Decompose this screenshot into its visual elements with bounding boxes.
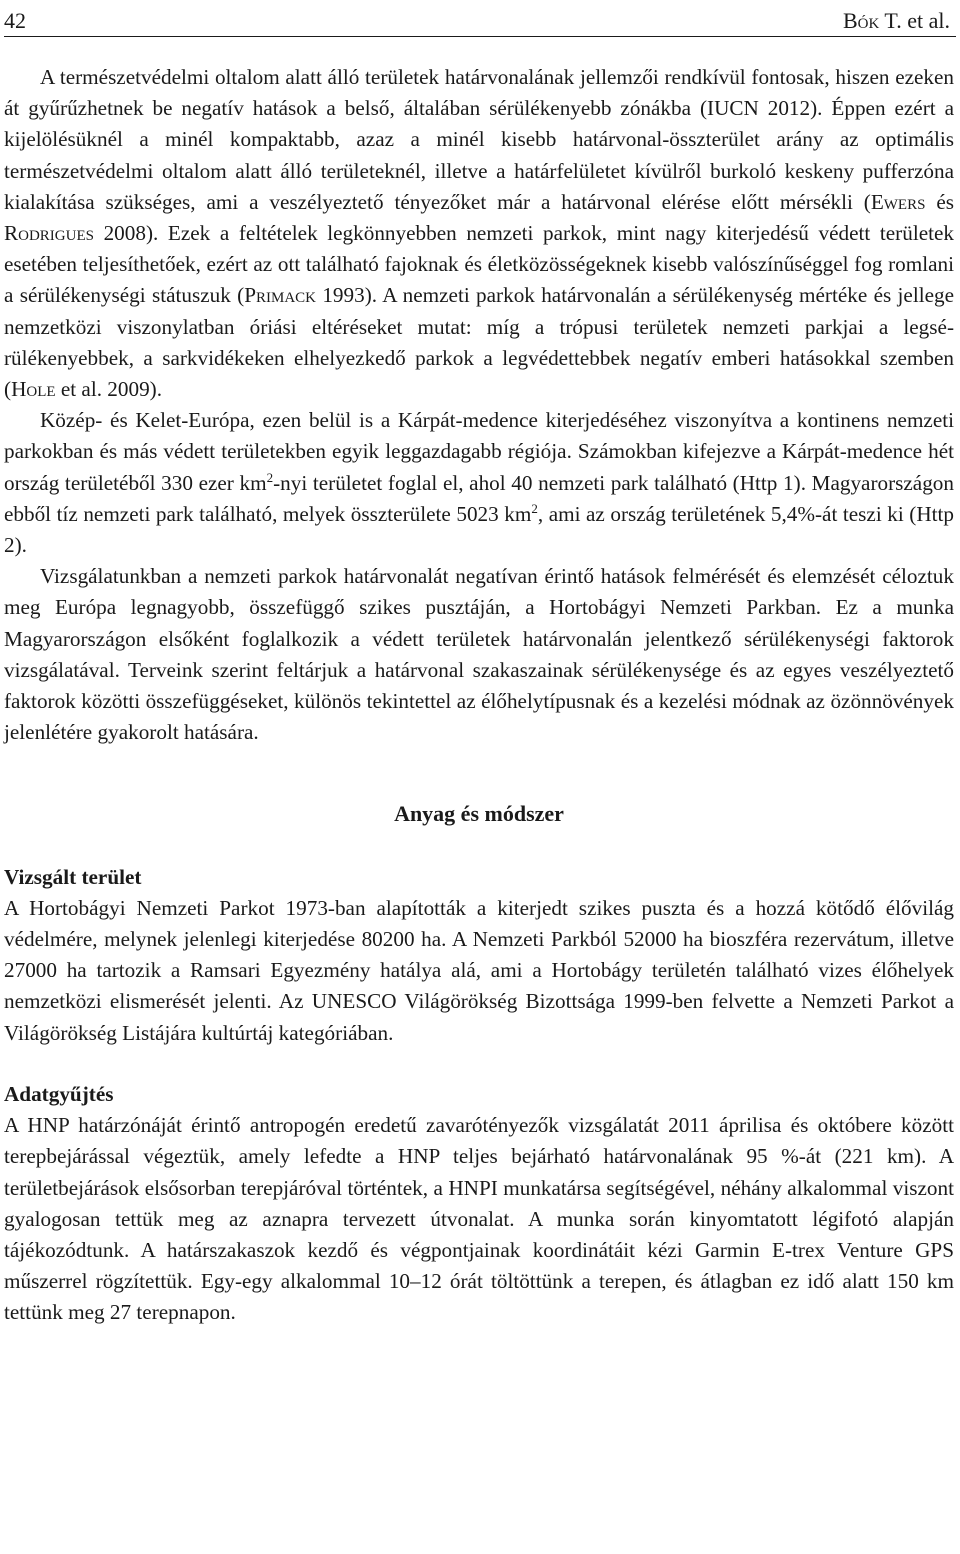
text-run: és — [925, 189, 954, 214]
superscript: 2 — [266, 469, 274, 485]
spacer — [4, 1049, 954, 1079]
text-run: et al. 2009). — [55, 377, 163, 402]
citation-author: Rodrigues — [4, 221, 94, 246]
running-head-author: Bók — [842, 8, 880, 33]
running-head — [843, 8, 950, 34]
data-collection-paragraph: A HNP határzónáját érintő antropogén eredetű zavarótényezők vizsgálatát 2011 áprilisa és októbere között terepbejárással végeztük, amely lefedte a HNP teljes bejárható határvonalának 95 %-át (221 km). A területbejárások elsősorban terepjáróval történtek, a HNPI munkatársa segítségével, néhány alkalommal viszont gyalogosan tettük meg az aznapra tervezett útvonalat. A munka során kinyomtatott légifotó alapján tájékozódtunk. A határszakaszok kezdő és végpontjainak koordinátáit kézi Garmin E-trex Venture GPS műszerrel rögzítettük. Egy-egy alkalommal 10–12 órát töltöttünk a terepen, és átlagban ez idő alatt 150 km tettünk meg 27 terepnapon. — [4, 1113, 954, 1325]
page-body — [4, 62, 954, 1329]
subsection-heading-data-collection: Adatgyűjtés — [4, 1081, 114, 1106]
text-run: , ami az ország területének 5,4%-át teszi ki (Http 2). — [4, 501, 954, 558]
intro-paragraph-1 — [4, 62, 954, 405]
running-head-rest: T. et al. — [879, 8, 950, 33]
subsection-heading-study-area: Vizsgált terület — [4, 864, 142, 889]
page-header — [4, 4, 956, 37]
citation-author: Primack — [244, 283, 316, 308]
citation-author: Ewers — [870, 189, 926, 214]
text-run: 1993). A nemzeti parkok határvonalán a sérülékenység mértéke és jellege nemzetközi viszonylatban óriási eltéréseket mutat: míg a trópusi területek nemzeti parkjai a legsérülékenyebbek, a sarkvidékeken elhelyezkedő parkok a legvédettebbek negatív emberi hatásokkal szemben ( — [4, 283, 955, 402]
citation-author: Hole — [11, 377, 56, 402]
study-area-paragraph: A Hortobágyi Nemzeti Parkot 1973-ban alapították a kiterjedt szikes puszta és a hozzá kötődő élővilág védelmére, melynek jelenlegi kiterjedése 80200 ha. A Nemzeti Parkból 52000 ha bioszféra rezervátum, illetve 27000 ha tartozik a Ramsari Egyezmény hatálya alá, ami a Hortobágy területén található vizes élőhelyek nemzetközi elismerését jelenti. Az UNESCO Világörökség Bizottsága 1999-ben felvette a Nemzeti Parkot a Világörökség Listájára kultúrtáj kategóriában. — [4, 895, 954, 1045]
text-run: Közép- és Kelet-Európa, ezen belül is a Kárpát-medence kiterjedéséhez viszonyítva a kontinens nemzeti parkokban és más védett területekben egyik leggazdagabb régiója. Számokban kifejezve a Kárpát-medence hét ország területéből 330 ezer km — [4, 408, 954, 495]
intro-paragraph-3: Vizsgálatunkban a nemzeti parkok határvonalát negatívan érintő hatások felmérését és elemzését céloztuk meg Európa legnagyobb, összefüggő szikes pusztáján, a Hortobágyi Nemzeti Parkban. Ez a munka Magyarországon elsőként foglalkozik a védett területek határvonalán jelentkező sérülékenységi faktorok vizsgálatával. Terveink szerint feltárjuk a határvonal szakaszainak sérülékenysége és az egyes veszélyeztető faktorok közötti összefüggéseket, különös tekintettel az élőhelytípusnak és a kezelési módnak az özönnövények jelenlétére gyakorolt hatására. — [4, 564, 954, 745]
superscript: 2 — [531, 500, 538, 516]
intro-paragraph-2 — [4, 405, 954, 561]
text-run: A természetvédelmi oltalom alatt álló területek határvonalának jellemzői rendkívül fontosak, hiszen ezeken át gyűrűzhetnek be negatív hatások a belső, általában sérülékenyebb zónákba (IUCN 2012). Éppen ezért a kijelölésüknél a minél kompaktabb, azaz a minél kisebb határvonal-összterület arány az optimális természetvédelmi oltalom alatt álló területeknél, illetve a határfelületet kívülről burkoló keskeny pufferzóna kialakítása szükséges, ami a veszélyeztető tényezőket már a határvonal elérése előtt mérsékli ( — [4, 65, 954, 214]
section-title: Anyag és módszer — [394, 801, 564, 827]
page-number: 42 — [4, 8, 26, 33]
text-run: 2008). Ezek a feltételek legkönnyebben nemzeti parkok, mint nagy kiterjedésű védett területek esetében teljesíthetőek, ezért az ott található fajoknak és életközösségeknek kisebb valószínűséggel fog romlani a sérülékenységi státuszuk ( — [4, 221, 954, 308]
text-run: -nyi területet foglal el, ahol 40 nemzeti park található (Http 1). Magyarországon ebből tíz nemzeti park található, melyek összterülete 5023 km — [4, 470, 954, 526]
